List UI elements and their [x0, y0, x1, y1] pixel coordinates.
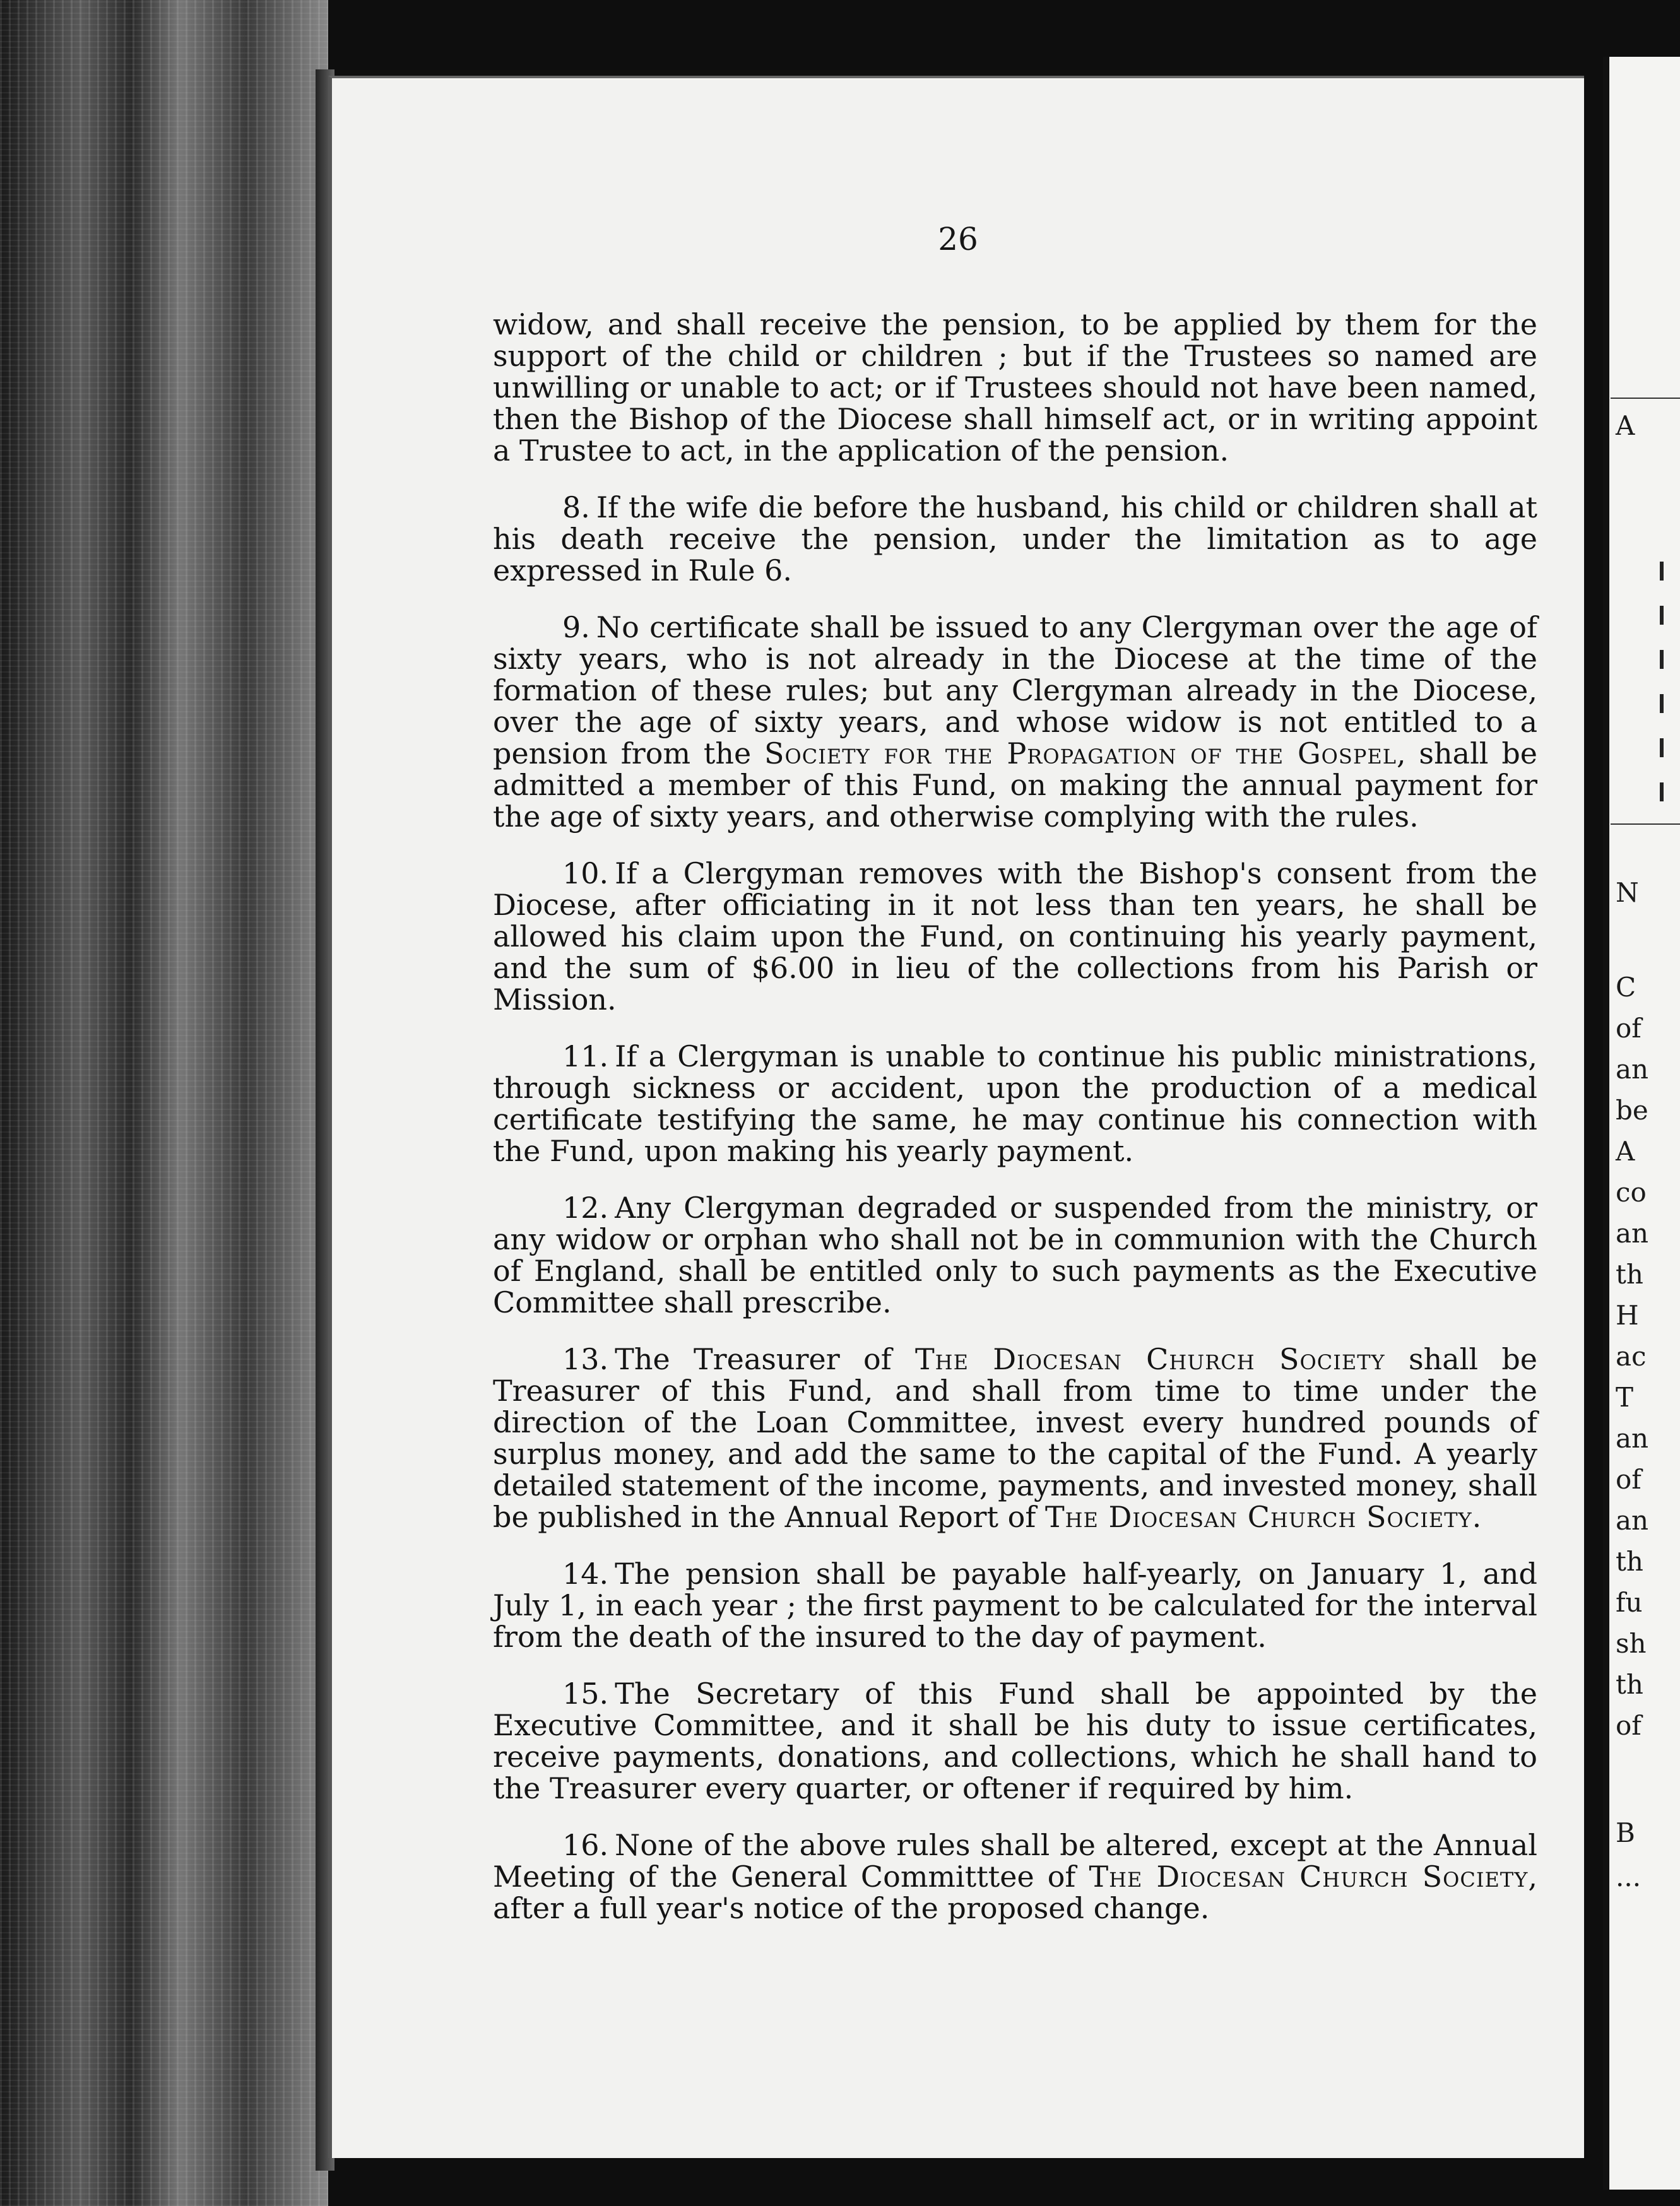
- adjacent-page-text: fu: [1616, 1587, 1643, 1618]
- rule-number: 11.: [562, 1039, 609, 1073]
- rule-text: None of the above rules shall be altered, except at the Annual Meeting of the General Committtee of: [493, 1828, 1537, 1894]
- rule-number: 13.: [562, 1342, 609, 1376]
- rule-number: 10.: [562, 856, 609, 890]
- rule-paragraph: [493, 858, 1537, 1015]
- adjacent-page-text: ...: [1616, 1861, 1642, 1892]
- adjacent-page-text: an: [1616, 1054, 1649, 1085]
- society-name: Society for the Propagation of the Gospel: [764, 736, 1397, 770]
- page-body: [493, 309, 1537, 1949]
- rule-text: .: [1472, 1500, 1482, 1534]
- book-spine-edge: [0, 0, 328, 2206]
- adjacent-page-text-marks: [1660, 536, 1664, 801]
- adjacent-page-text: sh: [1616, 1628, 1647, 1659]
- rule-number: 16.: [562, 1828, 609, 1862]
- rule-text: If the wife die before the husband, his child or children shall at his death receive the pension, under the limitation as to age expressed in Rule 6.: [493, 490, 1537, 587]
- rule-text: If a Clergyman removes with the Bishop's consent from the Diocese, after officiating in it not less than ten years, he shall be allowed his claim upon the Fund, on continuing his yearly payment, and the sum of $6.00 in lieu of the collections from his Parish or Mission.: [493, 856, 1537, 1017]
- rule-text: If a Clergyman is unable to continue his public ministrations, through sickness or accident, upon the production of a medical certificate testifying the same, he may continue his connection with the Fund, upon making his yearly payment.: [493, 1039, 1537, 1168]
- rule-number: 8.: [562, 490, 590, 524]
- adjacent-page-text: ac: [1616, 1341, 1647, 1372]
- adjacent-page-text: th: [1616, 1259, 1643, 1290]
- rule-paragraph: [493, 1343, 1537, 1533]
- rule-text: No certificate shall be issued to any Clergyman over the age of sixty years, who is not already in the Diocese at the time of the formation of these rules; but any Clergyman already in the Diocese, over the age of sixty years, and whose widow is not entitled to a pension from the: [493, 610, 1537, 770]
- adjacent-page-text: A: [1616, 1136, 1635, 1167]
- adjacent-page-text: B: [1616, 1817, 1635, 1848]
- adjacent-page-text: of: [1616, 1464, 1642, 1495]
- adjacent-page-rule: [1611, 823, 1680, 825]
- rule-number: 12.: [562, 1191, 609, 1225]
- adjacent-page-text: of: [1616, 1710, 1642, 1741]
- rule-paragraph: [493, 1192, 1537, 1318]
- rule-number: 15.: [562, 1677, 609, 1711]
- rule-text: The Secretary of this Fund shall be appointed by the Executive Committee, and it shall be his duty to issue certificates, receive payments, donations, and collections, which he shall hand to the Treasurer every quarter, or oftener if required by him.: [493, 1677, 1537, 1805]
- adjacent-page-text: an: [1616, 1505, 1649, 1536]
- rule-text: shall be Treasurer of this Fund, and shall from time to time under the direction of the Loan Committee, invest every hundred pounds of surplus money, and add the same to the capital of the Fund. A yearly detailed statement of the income, payments, and invested money, shall be published in the Annual Report of: [493, 1342, 1537, 1534]
- adjacent-page-text: an: [1616, 1423, 1649, 1454]
- adjacent-page-text: H: [1616, 1300, 1639, 1331]
- adjacent-page-text: C: [1616, 972, 1636, 1003]
- adjacent-page-text: of: [1616, 1013, 1642, 1044]
- rule-paragraph: [493, 492, 1537, 586]
- rule-paragraph: [493, 611, 1537, 832]
- rule-paragraph: [493, 309, 1537, 466]
- adjacent-page-text: A: [1616, 410, 1635, 441]
- adjacent-page-text: T: [1616, 1382, 1634, 1413]
- page-number: 26: [938, 221, 978, 257]
- rule-text: widow, and shall receive the pension, to be applied by them for the support of the child or children ; but if the Trustees so named are unwilling or unable to act; or if Trustees should not have been named, then the Bishop of the Diocese shall himself act, or in writing appoint a Trustee to act, in the application of the pension.: [493, 307, 1537, 468]
- rule-paragraph: [493, 1829, 1537, 1924]
- rule-text: The Treasurer of: [615, 1342, 915, 1376]
- rule-paragraph: [493, 1041, 1537, 1167]
- adjacent-page-text: an: [1616, 1218, 1649, 1249]
- society-name: The Diocesan Church Society: [1044, 1500, 1472, 1534]
- adjacent-page-text: be: [1616, 1095, 1648, 1126]
- rule-text: , shall be admitted a member of this Fund, on making the annual payment for the age of sixty years, and otherwise complying with the rules.: [493, 736, 1537, 834]
- society-name: The Diocesan Church Society: [1089, 1860, 1529, 1894]
- rule-paragraph: [493, 1678, 1537, 1804]
- society-name: The Diocesan Church Society: [915, 1342, 1385, 1376]
- rule-number: 9.: [562, 610, 590, 644]
- adjacent-page-fragment: [1603, 57, 1680, 2190]
- adjacent-page-text: co: [1616, 1177, 1647, 1208]
- book-page: [328, 76, 1584, 2158]
- rule-text: The pension shall be payable half-yearly, on January 1, and July 1, in each year ; the first payment to be calculated for the interval from the death of the insured to the day of payment.: [493, 1557, 1537, 1654]
- adjacent-page-text: th: [1616, 1546, 1643, 1577]
- adjacent-page-text: N: [1616, 877, 1639, 908]
- adjacent-page-text: th: [1616, 1669, 1643, 1700]
- rule-text: Any Clergyman degraded or suspended from the ministry, or any widow or orphan who shall not be in communion with the Church of England, shall be entitled only to such payments as the Executive Committee shall prescribe.: [493, 1191, 1537, 1319]
- rule-paragraph: [493, 1558, 1537, 1653]
- adjacent-page-rule: [1611, 398, 1680, 399]
- rule-number: 14.: [562, 1557, 609, 1591]
- rule-text: , after a full year's notice of the proposed change.: [493, 1860, 1537, 1925]
